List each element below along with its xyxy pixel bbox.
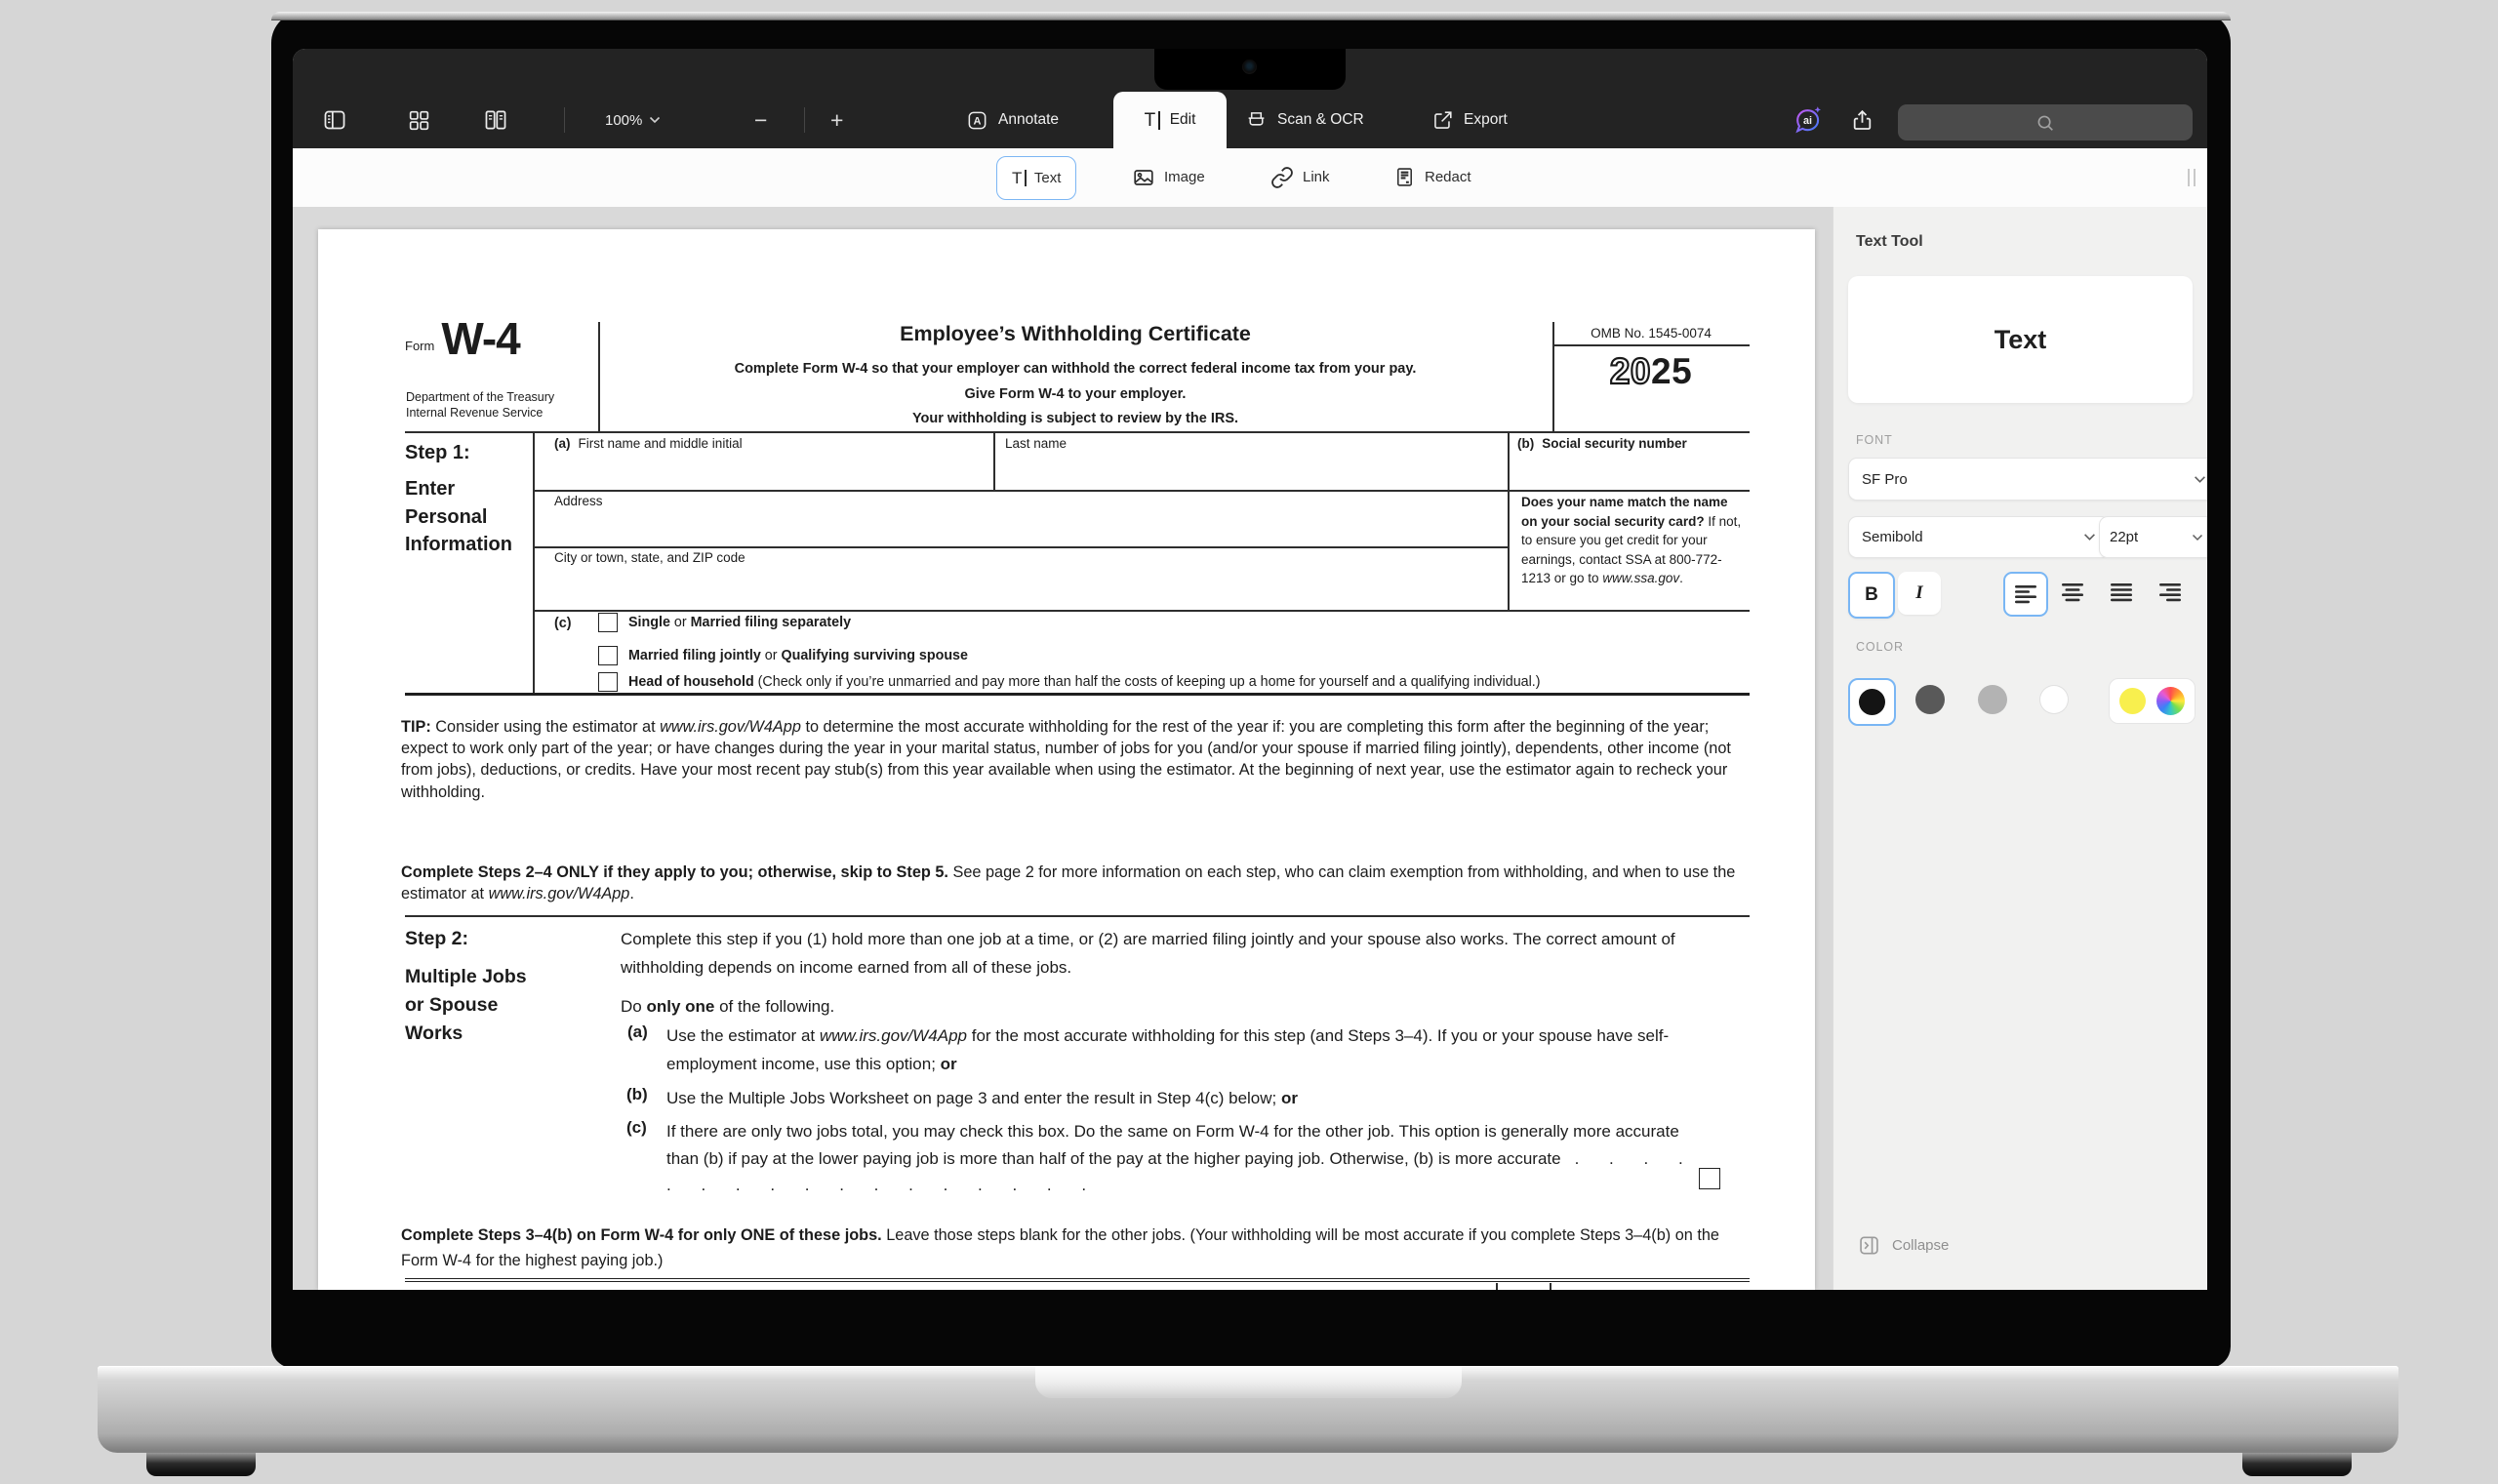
divider — [598, 322, 600, 431]
chevron-down-icon — [2194, 475, 2206, 484]
scanner-icon — [1245, 109, 1268, 132]
share-icon — [1850, 108, 1874, 133]
redact-tool-label: Redact — [1425, 169, 1471, 185]
font-weight-select[interactable]: Semibold — [1848, 516, 2110, 558]
grid-icon — [407, 108, 431, 133]
zoom-out-button[interactable]: − — [754, 106, 768, 133]
step2-do-line: Do only one of the following. — [621, 997, 835, 1016]
steps-2-4-paragraph: Complete Steps 2–4 ONLY if they apply to you; otherwise, skip to Step 5. See page 2 for more information on each step, who can claim exemption from withholding, and when to use the estimator at www.irs.gov/W4App. — [401, 863, 1736, 903]
divider — [1552, 344, 1750, 346]
link-tool-label: Link — [1303, 169, 1330, 185]
font-family-select[interactable]: SF Pro — [1848, 458, 2207, 501]
steps-3-4-paragraph: Complete Steps 3–4(b) on Form W-4 for only ONE of these jobs. Leave those steps blank for the other jobs. (Your withholding will be most accurate if you complete Steps 3–4(b) on the Form W-4 for the highest paying job.) — [401, 1226, 1719, 1269]
step2-item-a-tag: (a) — [627, 1023, 648, 1041]
divider — [1550, 1283, 1551, 1290]
divider — [1508, 431, 1510, 610]
first-name-field-label[interactable]: (a) First name and middle initial — [554, 436, 743, 451]
color-swatch-black[interactable] — [1848, 678, 1896, 726]
tip-paragraph: TIP: Consider using the estimator at www.irs.gov/W4App to determine the most accurate withholding for the rest of the year if: you are completing this form after the beginning of the year; expect to work only part of the year; or have changes during the year in your marital status, number of jobs for you (and/or your spouse if married filing jointly), dependents, other income (not from jobs), deductions, or credits. Have your most recent pay stub(s) from this year available when using the estimator. At the beginning of next year, use the estimator again to recheck your withholding. — [401, 718, 1731, 801]
toolbar-divider — [804, 107, 805, 133]
text-style-preview: Text — [1848, 276, 2193, 403]
divider — [405, 693, 1750, 696]
font-section-label: FONT — [1856, 433, 1893, 447]
tab-edit-label: Edit — [1169, 111, 1196, 128]
step2-item-b-text: Use the Multiple Jobs Worksheet on page 3 and enter the result in Step 4(c) below; or — [666, 1089, 1298, 1107]
panel-title: Text Tool — [1856, 233, 1923, 250]
divider — [1496, 1283, 1498, 1290]
redact-tool-button[interactable] — [1393, 148, 1471, 206]
font-size-select[interactable]: 22pt — [2099, 516, 2207, 558]
divider — [533, 431, 535, 695]
link-tool-button[interactable] — [1270, 148, 1330, 206]
step2-item-a-text: Use the estimator at www.irs.gov/W4App for the most accurate withholding for this step (and Steps 3–4). If you or your spouse have self-employment income, use this option; or — [666, 1026, 1670, 1073]
chevron-down-icon — [2192, 534, 2203, 541]
omb-number: OMB No. 1545-0074 — [1591, 326, 1712, 341]
bold-button[interactable]: B — [1848, 572, 1895, 619]
form-number: W-4 — [441, 313, 520, 364]
step2-label: Multiple Jobs or Spouse Works — [405, 966, 527, 1044]
panel-resize-handle[interactable] — [2188, 169, 2196, 186]
link-icon — [1270, 166, 1294, 189]
filing-hoh-checkbox[interactable] — [598, 672, 618, 692]
svg-text:A: A — [973, 115, 982, 128]
step1-label: Enter Personal Information — [405, 478, 512, 555]
image-tool-label: Image — [1164, 169, 1205, 185]
text-cursor-icon: T — [1145, 111, 1160, 130]
share-button[interactable] — [1850, 92, 1874, 148]
tab-edit[interactable] — [1113, 92, 1227, 148]
laptop-base — [98, 1366, 2398, 1453]
tab-export[interactable] — [1419, 92, 1521, 148]
chevron-down-icon — [649, 116, 661, 124]
two-page-view-button[interactable] — [483, 92, 508, 148]
laptop-lid-edge — [271, 12, 2231, 20]
pages-icon — [483, 107, 508, 133]
text-tool-label: Text — [1033, 170, 1062, 186]
form-year: 2025 — [1609, 351, 1693, 391]
filing-single-checkbox[interactable] — [598, 613, 618, 632]
address-field-label[interactable]: Address — [554, 494, 603, 508]
align-left-icon — [2013, 583, 2038, 605]
color-swatch-gray[interactable] — [1978, 685, 2007, 714]
custom-color-group — [2109, 678, 2196, 724]
laptop-lid-notch-cutout — [1035, 1366, 1462, 1398]
italic-button[interactable]: I — [1898, 572, 1941, 615]
divider — [533, 610, 1750, 612]
search-input[interactable] — [1898, 104, 2193, 140]
align-right-button[interactable] — [2150, 572, 2191, 613]
image-tool-button[interactable] — [1132, 148, 1205, 206]
tab-scan-ocr[interactable] — [1231, 92, 1378, 148]
align-justify-button[interactable] — [2101, 572, 2142, 613]
department-lines: Department of the Treasury Internal Revenue Service — [406, 390, 555, 420]
pdf-editor-window — [293, 49, 2207, 1290]
zoom-in-button[interactable]: + — [830, 106, 844, 133]
redact-icon — [1393, 166, 1416, 188]
divider — [993, 431, 995, 490]
step1-title: Step 1: — [405, 442, 470, 463]
color-swatch-yellow[interactable] — [2119, 688, 2146, 714]
collapse-panel-button[interactable] — [1858, 1234, 1949, 1257]
divider — [405, 1278, 1750, 1282]
tab-export-label: Export — [1464, 111, 1508, 128]
divider — [405, 431, 1750, 433]
divider — [405, 915, 1750, 917]
laptop-foot — [146, 1453, 256, 1476]
divider — [533, 546, 1508, 548]
city-field-label[interactable]: City or town, state, and ZIP code — [554, 550, 745, 565]
collapse-icon — [1858, 1234, 1880, 1257]
last-name-field-label[interactable]: Last name — [1005, 436, 1068, 451]
dot-leader: . . . . . . . . . . . . . . . . . — [666, 1148, 1684, 1194]
webcam-dot — [1242, 60, 1257, 74]
filing-hoh-label: Head of household (Check only if you’re unmarried and pay more than half the costs of keeping up a home for yourself and a qualifying individual.) — [628, 674, 1541, 690]
tab-annotate[interactable] — [952, 92, 1072, 148]
align-justify-icon — [2109, 582, 2134, 603]
w4-form-page[interactable] — [318, 229, 1815, 1290]
color-swatch-white[interactable] — [2039, 685, 2069, 714]
ssn-field-label[interactable]: (b) Social security number — [1517, 436, 1687, 451]
export-icon — [1432, 109, 1454, 131]
divider — [1552, 322, 1554, 431]
form-subtitle: Complete Form W-4 so that your employer can withhold the correct federal income tax from your pay. Give Form W-4 to your employer. Your withholding is subject to review by the IRS. — [734, 361, 1417, 426]
filing-status-tag: (c) — [554, 616, 572, 631]
laptop-foot — [2242, 1453, 2352, 1476]
sidebar-toggle-button[interactable] — [322, 92, 347, 148]
align-left-button[interactable] — [2003, 572, 2048, 617]
step2c-checkbox[interactable] — [1699, 1168, 1720, 1189]
text-tool-panel — [1833, 207, 2207, 1290]
step2-item-c-tag: (c) — [626, 1118, 647, 1137]
laptop-notch — [1154, 49, 1346, 90]
step2-item-c-text: If there are only two jobs total, you may check this box. Do the same on Form W-4 for the other job. This option is generally more accurate than (b) if pay at the lower paying job is more than half of the pay at the higher paying job. Otherwise, (b) is more accurate . . . . . . . . . . . . . . . . . — [666, 1122, 1684, 1194]
document-viewport[interactable] — [293, 207, 1833, 1290]
form-word: Form — [405, 339, 435, 354]
filing-single-label: Single or Married filing separately — [628, 615, 852, 630]
color-wheel-swatch[interactable] — [2156, 687, 2185, 715]
step2-item-b-tag: (b) — [626, 1085, 648, 1103]
filing-jointly-label: Married filing jointly or Qualifying surviving spouse — [628, 648, 968, 663]
color-section-label: COLOR — [1856, 640, 1904, 654]
toolbar-divider — [564, 107, 565, 133]
ai-assistant-button[interactable] — [1792, 92, 1824, 148]
align-right-icon — [2157, 582, 2183, 603]
thumbnails-view-button[interactable] — [407, 92, 431, 148]
sidebar-icon — [322, 107, 347, 133]
collapse-label: Collapse — [1892, 1237, 1950, 1254]
black-color-dot — [1859, 689, 1885, 715]
svg-text:ai: ai — [1802, 114, 1813, 127]
ai-icon — [1792, 104, 1824, 137]
step2-intro: Complete this step if you (1) hold more than one job at a time, or (2) are married filing jointly and your spouse also works. The correct amount of withholding depends on income earned from all of these jobs. — [621, 930, 1675, 977]
chevron-down-icon — [2083, 533, 2096, 541]
edit-tools-toolbar — [293, 148, 2207, 208]
divider — [533, 490, 1750, 492]
image-icon — [1132, 166, 1155, 189]
align-center-button[interactable] — [2052, 572, 2093, 613]
form-title: Employee’s Withholding Certificate — [900, 322, 1251, 345]
align-center-icon — [2060, 582, 2085, 603]
color-swatch-dark-gray[interactable] — [1915, 685, 1945, 714]
zoom-level-value: 100% — [605, 111, 643, 129]
form-number-block — [405, 313, 520, 364]
text-cursor-icon: T — [1012, 170, 1027, 186]
laptop-screen-frame — [271, 12, 2231, 1368]
filing-jointly-checkbox[interactable] — [598, 646, 618, 665]
annotate-icon — [966, 109, 988, 132]
text-tool-button[interactable] — [996, 156, 1076, 200]
search-icon — [2035, 112, 2056, 134]
tab-scan-ocr-label: Scan & OCR — [1277, 111, 1364, 128]
step2-title: Step 2: — [405, 928, 469, 949]
ssa-note: Does your name match the name on your social security card? If not, to ensure you get credit for your earnings, contact SSA at 800-772-1213 or go to www.ssa.gov. — [1521, 495, 1742, 585]
zoom-level-dropdown[interactable] — [605, 92, 661, 148]
tab-annotate-label: Annotate — [998, 111, 1060, 128]
